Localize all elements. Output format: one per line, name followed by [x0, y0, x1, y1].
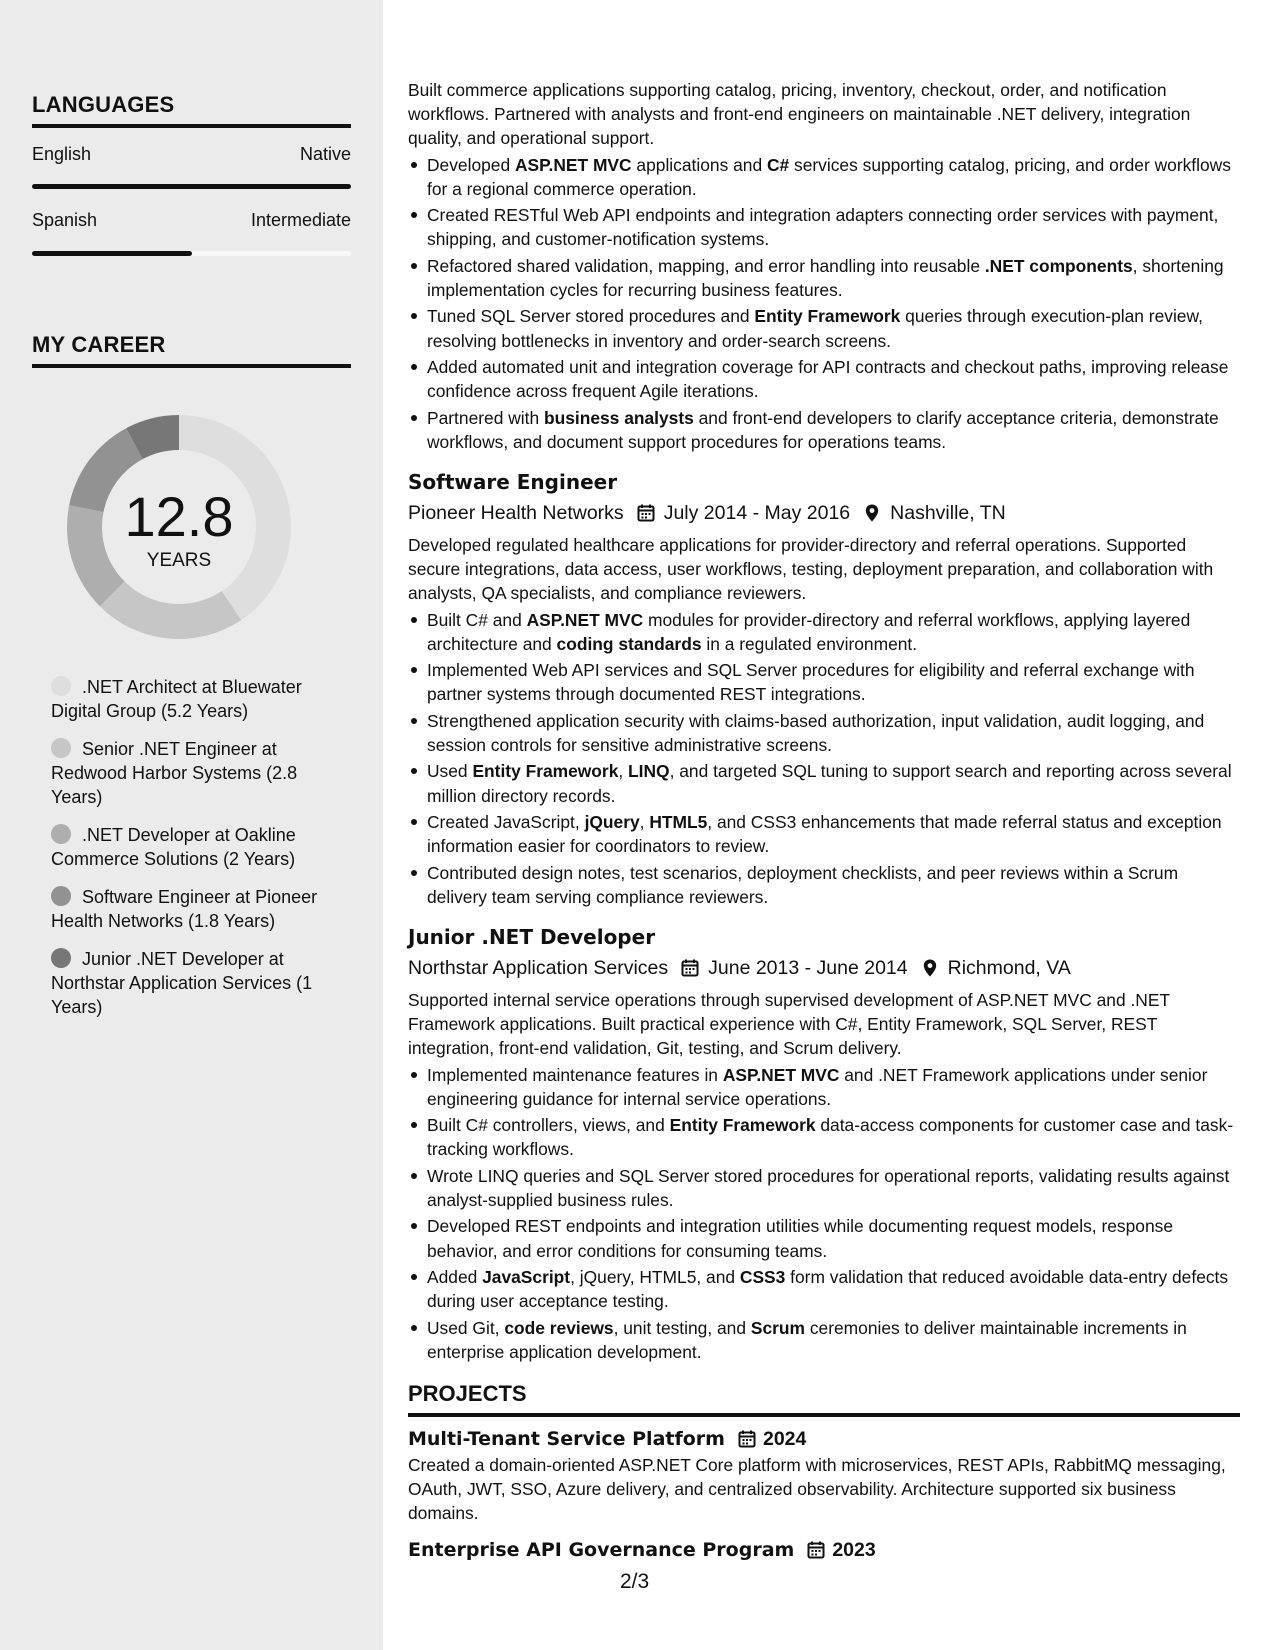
job-title: Software Engineer	[408, 469, 618, 494]
language-level: Intermediate	[250, 210, 351, 230]
sidebar	[0, 0, 383, 1650]
project-title: Multi-Tenant Service Platform	[408, 1427, 725, 1450]
legend-dot-icon	[51, 948, 71, 968]
job-title: Junior .NET Developer	[408, 924, 656, 949]
language-row	[32, 144, 351, 165]
bullet-item: Refactored shared validation, mapping, and error handling into reusable .NET components, shortening implementation cycles for recurring business features.	[408, 254, 1240, 302]
map-pin-icon	[862, 503, 882, 523]
job-summary: Developed regulated healthcare applications for provider-directory and referral operations. Supported secure integrations, data access, user workflows, testing, deployment preparation, and collaboration with analysts, QA specialists, and compliance reviewers.	[408, 534, 1214, 604]
calendar-icon	[636, 503, 656, 523]
job-meta	[408, 954, 1240, 982]
job-location: Richmond, VA	[947, 956, 1071, 979]
project-title: Enterprise API Governance Program	[408, 1538, 795, 1561]
job-company: Northstar Application Services	[408, 956, 669, 979]
bullet-item: Created RESTful Web API endpoints and integration adapters connecting order services with payment, shipping, and customer-notification systems.	[408, 203, 1240, 251]
bullet-item: Implemented maintenance features in ASP.NET MVC and .NET Framework applications under senior engineering guidance for internal service operations.	[408, 1063, 1240, 1111]
career-legend-label: .NET Developer at Oakline Commerce Solutions (2 Years)	[51, 825, 296, 869]
bullet-item: Created JavaScript, jQuery, HTML5, and CSS3 enhancements that made referral status and exception information easier for coordinators to review.	[408, 810, 1240, 858]
career-donut-center	[66, 414, 292, 640]
project-entry	[408, 1536, 1240, 1564]
language-name: English	[32, 144, 92, 164]
bullet-item: Used Git, code reviews, unit testing, and Scrum ceremonies to deliver maintainable increments in enterprise application development.	[408, 1316, 1240, 1364]
project-year: 2023	[832, 1538, 876, 1561]
legend-dot-icon	[51, 824, 71, 844]
legend-dot-icon	[51, 676, 71, 696]
page-number: 2/3	[620, 1570, 650, 1593]
career-legend	[51, 675, 336, 1033]
job-bullets	[408, 153, 1240, 454]
bullet-item: Added automated unit and integration coverage for API contracts and checkout paths, improving release confidence across frequent Agile iterations.	[408, 355, 1240, 403]
career-heading: MY CAREER	[32, 332, 351, 368]
bullet-item: Built C# controllers, views, and Entity Framework data-access components for customer case and task-tracking workflows.	[408, 1113, 1240, 1161]
language-row	[32, 210, 351, 231]
job-location: Nashville, TN	[890, 501, 1006, 524]
career-legend-item	[51, 823, 336, 871]
language-proficiency-fill	[32, 251, 192, 256]
job-dates: June 2013 - June 2014	[708, 956, 908, 979]
main-content	[408, 78, 1240, 1564]
project-year: 2024	[762, 1427, 807, 1450]
career-total-unit: YEARS	[146, 550, 212, 571]
projects-heading: PROJECTS	[408, 1380, 1240, 1417]
bullet-item: Used Entity Framework, LINQ, and targeted SQL tuning to support search and reporting across several million directory records.	[408, 759, 1240, 807]
career-legend-label: Junior .NET Developer at Northstar Application Services (1 Years)	[51, 949, 313, 1017]
career-legend-label: Software Engineer at Pioneer Health Networks (1.8 Years)	[51, 887, 318, 931]
project-description: Created a domain-oriented ASP.NET Core platform with microservices, REST APIs, RabbitMQ messaging, OAuth, JWT, SSO, Azure delivery, and centralized observability. Architecture supported six business domains.	[408, 1454, 1226, 1524]
legend-dot-icon	[51, 886, 71, 906]
calendar-icon	[680, 958, 700, 978]
bullet-item: Implemented Web API services and SQL Server procedures for eligibility and referral exchange with partner systems through documented REST integrations.	[408, 658, 1240, 706]
bullet-item: Contributed design notes, test scenarios, deployment checklists, and peer reviews within a Scrum delivery team serving compliance reviewers.	[408, 861, 1240, 909]
bullet-item: Built C# and ASP.NET MVC modules for provider-directory and referral workflows, applying layered architecture and coding standards in a regulated environment.	[408, 608, 1240, 656]
job-dates: July 2014 - May 2016	[663, 501, 851, 524]
bullet-item: Wrote LINQ queries and SQL Server stored procedures for operational reports, validating results against analyst-supplied business rules.	[408, 1164, 1240, 1212]
project-title-row	[408, 1536, 1240, 1564]
language-level: Native	[299, 144, 351, 164]
job-company: Pioneer Health Networks	[408, 501, 624, 524]
project-title-row	[408, 1425, 1240, 1453]
bullet-item: Added JavaScript, jQuery, HTML5, and CSS3 form validation that reduced avoidable data-entry defects during user acceptance testing.	[408, 1265, 1240, 1313]
job-meta	[408, 499, 1240, 527]
career-legend-label: Senior .NET Engineer at Redwood Harbor Systems (2.8 Years)	[51, 739, 298, 807]
bullet-item: Developed ASP.NET MVC applications and C# services supporting catalog, pricing, and order workflows for a regional commerce operation.	[408, 153, 1240, 201]
bullet-item: Strengthened application security with claims-based authorization, input validation, audit logging, and session controls for sensitive administrative screens.	[408, 709, 1240, 757]
project-entry	[408, 1425, 1240, 1526]
language-proficiency-bar	[32, 251, 351, 256]
bullet-item: Tuned SQL Server stored procedures and Entity Framework queries through execution-plan review, resolving bottlenecks in inventory and order-search screens.	[408, 304, 1240, 352]
job-entry	[408, 468, 1240, 909]
career-legend-label: .NET Architect at Bluewater Digital Group (5.2 Years)	[51, 677, 302, 721]
bullet-item: Developed REST endpoints and integration utilities while documenting request models, response behavior, and error conditions for consuming teams.	[408, 1214, 1240, 1262]
map-pin-icon	[920, 958, 940, 978]
language-name: Spanish	[32, 210, 98, 230]
career-legend-item	[51, 675, 336, 723]
career-legend-item	[51, 885, 336, 933]
career-total-years: 12.8	[124, 485, 234, 548]
career-donut-chart	[66, 414, 292, 640]
job-entry	[408, 923, 1240, 1364]
languages-heading: LANGUAGES	[32, 92, 351, 128]
legend-dot-icon	[51, 738, 71, 758]
calendar-icon	[806, 1540, 826, 1560]
job-bullets	[408, 608, 1240, 909]
career-legend-item	[51, 737, 336, 809]
language-proficiency-fill	[32, 184, 351, 189]
career-legend-item	[51, 947, 336, 1019]
bullet-item: Partnered with business analysts and front-end developers to clarify acceptance criteria, demonstrate workflows, and document support procedures for operations teams.	[408, 406, 1240, 454]
job-bullets	[408, 1063, 1240, 1364]
job-summary: Supported internal service operations through supervised development of ASP.NET MVC and .NET Framework applications. Built practical experience with C#, Entity Framework, SQL Server, REST integration, front-end validation, Git, testing, and Scrum delivery.	[408, 989, 1170, 1059]
calendar-icon	[737, 1429, 757, 1449]
job-summary: Built commerce applications supporting catalog, pricing, inventory, checkout, order, and notification workflows. Partnered with analysts and front-end engineers on maintainable .NET delivery, integration quality, and operational support.	[408, 80, 1191, 149]
language-proficiency-bar	[32, 184, 351, 189]
